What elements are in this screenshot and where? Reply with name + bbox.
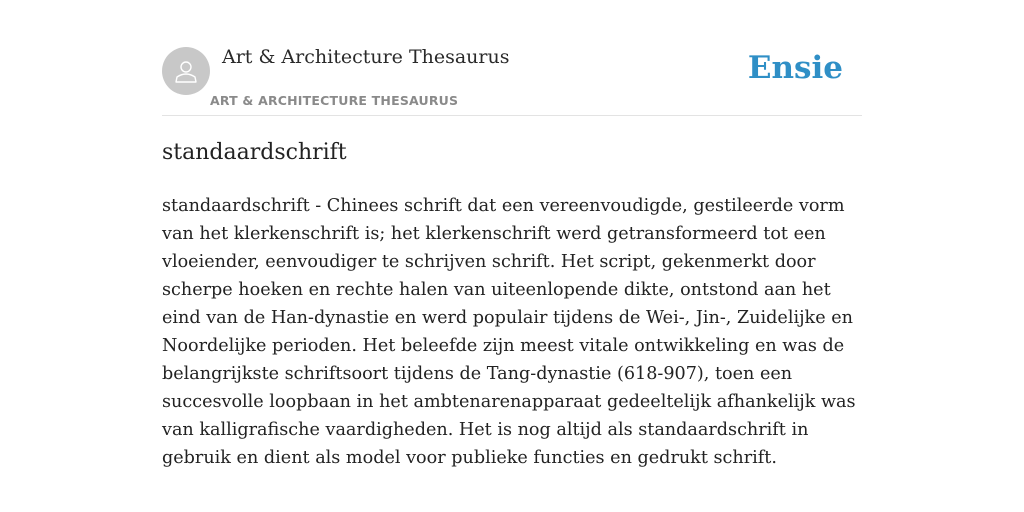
entry-definition: standaardschrift - Chinees schrift dat een vereenvoudigde, gestileerde vorm van het klerkenschrift is; het klerkenschrift werd getransformeerd tot een vloeiender, eenvoudiger te schrijven schrift. Het script, gekenmerkt door scherpe hoeken en rechte halen van uiteenlopende dikte, ontstond aan het eind van de Han-dynastie en werd populair tijdens de Wei-, Jin-, Zuidelijke en Noordelijke perioden. Het beleefde zijn meest vitale ontwikkeling en was de belangrijkste schriftsoort tijdens de Tang-dynastie (618-907), toen een succesvolle loopbaan in het ambtenarenapparaat gedeeltelijk afhankelijk was van kalligrafische vaardigheden. Het is nog altijd als standaardschrift in gebruik en dient als model voor publieke functies en gedrukt schrift. [162, 196, 856, 468]
ensie-logo-link[interactable]: Ensie [747, 50, 843, 86]
entry-header [162, 0, 862, 116]
author-name-link[interactable]: Art & Architecture Thesaurus [222, 46, 510, 68]
entry-card [162, 0, 862, 468]
user-avatar-icon[interactable] [162, 47, 210, 95]
author-subtitle: ART & ARCHITECTURE THESAURUS [210, 93, 459, 108]
entry-title: standaardschrift [162, 140, 347, 165]
